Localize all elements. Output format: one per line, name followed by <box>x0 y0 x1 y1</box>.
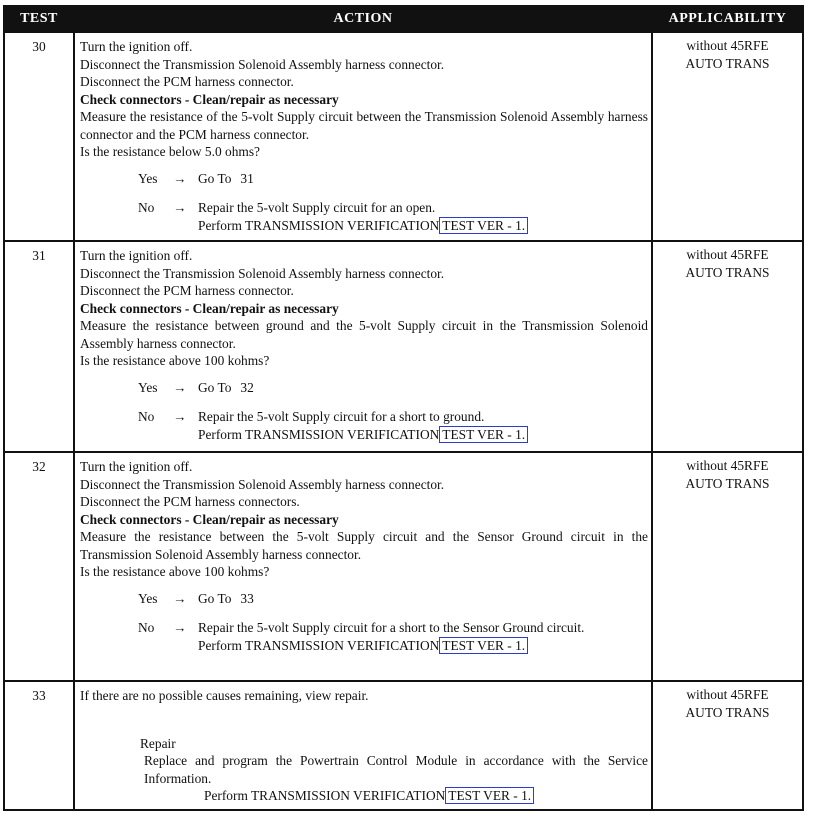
yes-label: Yes <box>138 170 158 186</box>
check-connectors-text: Check connectors - Clean/repair as necessary <box>80 300 339 316</box>
applicability-line: AUTO TRANS <box>685 704 770 720</box>
repair-instruction: Replace and program the Powertrain Control Module in accordance with the Service Information. <box>144 753 648 786</box>
diagnostic-test-table-container <box>3 5 802 811</box>
measure-instruction: Measure the resistance between the 5-volt Supply circuit and the Sensor Ground circuit in the Transmission Solenoid Assembly harness connector. <box>80 529 648 562</box>
test-number: 33 <box>4 681 74 810</box>
diagnostic-test-table <box>3 5 804 811</box>
yes-result <box>80 170 648 188</box>
question-text: Is the resistance above 100 kohms? <box>80 353 270 368</box>
action-cell <box>74 681 652 810</box>
no-result <box>80 408 648 443</box>
step-text: Turn the ignition off. <box>80 39 193 54</box>
test-row-33 <box>4 681 803 810</box>
applicability-cell <box>652 681 803 810</box>
applicability-line: AUTO TRANS <box>685 55 770 71</box>
action-cell <box>74 241 652 452</box>
step-text: Turn the ignition off. <box>80 248 193 263</box>
test-number: 32 <box>4 452 74 681</box>
repair-action-text: Repair the 5-volt Supply circuit for a short to the Sensor Ground circuit. <box>198 620 585 635</box>
check-connectors-text: Check connectors - Clean/repair as necessary <box>80 511 339 527</box>
arrow-icon: → <box>173 409 187 424</box>
step-text: Disconnect the PCM harness connector. <box>80 74 294 89</box>
goto-label: Go To <box>198 379 232 395</box>
goto-test-link[interactable]: 32 <box>240 379 254 395</box>
applicability-cell <box>652 32 803 241</box>
yes-label: Yes <box>138 590 158 606</box>
repair-action-text: Repair the 5-volt Supply circuit for a short to ground. <box>198 409 485 424</box>
test-ver-link[interactable]: TEST VER - 1. <box>445 787 534 804</box>
test-ver-link[interactable]: TEST VER - 1. <box>439 426 528 443</box>
verification-text: Perform TRANSMISSION VERIFICATION <box>204 788 446 803</box>
question-text: Is the resistance below 5.0 ohms? <box>80 144 260 159</box>
step-text: Disconnect the PCM harness connectors. <box>80 494 300 509</box>
applicability-line: without 45RFE <box>686 687 769 702</box>
test-row-31 <box>4 241 803 452</box>
yes-result <box>80 379 648 397</box>
measure-instruction: Measure the resistance between ground and the 5-volt Supply circuit in the Transmission Solenoid Assembly harness connector. <box>80 318 648 351</box>
arrow-icon: → <box>173 170 187 186</box>
no-label: No <box>138 409 155 424</box>
goto-label: Go To <box>198 170 232 186</box>
arrow-icon: → <box>173 200 187 215</box>
repair-action-text: Repair the 5-volt Supply circuit for an open. <box>198 200 436 215</box>
step-text: Disconnect the Transmission Solenoid Assembly harness connector. <box>80 476 445 492</box>
yes-result <box>80 590 648 608</box>
applicability-line: AUTO TRANS <box>685 475 770 491</box>
header-action: ACTION <box>74 6 652 32</box>
applicability-line: AUTO TRANS <box>685 264 770 280</box>
arrow-icon: → <box>173 620 187 635</box>
goto-label: Go To <box>198 590 232 606</box>
verification-text: Perform TRANSMISSION VERIFICATION <box>198 426 440 442</box>
arrow-icon: → <box>173 379 187 395</box>
step-text: Disconnect the PCM harness connector. <box>80 283 294 298</box>
yes-label: Yes <box>138 379 158 395</box>
applicability-line: without 45RFE <box>686 458 769 473</box>
test-row-30 <box>4 32 803 241</box>
applicability-line: without 45RFE <box>686 247 769 262</box>
measure-instruction: Measure the resistance of the 5-volt Supply circuit between the Transmission Solenoid Assembly harness connector and the PCM harness connector. <box>80 109 648 142</box>
arrow-icon: → <box>173 590 187 606</box>
applicability-cell <box>652 241 803 452</box>
action-cell <box>74 452 652 681</box>
goto-test-link[interactable]: 31 <box>240 170 254 186</box>
table-header-row <box>4 6 803 32</box>
test-number: 30 <box>4 32 74 241</box>
applicability-line: without 45RFE <box>686 38 769 53</box>
step-text: Disconnect the Transmission Solenoid Assembly harness connector. <box>80 265 445 281</box>
verification-text: Perform TRANSMISSION VERIFICATION <box>198 217 440 233</box>
action-cell <box>74 32 652 241</box>
applicability-cell <box>652 452 803 681</box>
header-applicability: APPLICABILITY <box>652 6 803 32</box>
no-label: No <box>138 620 155 635</box>
test-ver-link[interactable]: TEST VER - 1. <box>439 217 528 234</box>
verification-text: Perform TRANSMISSION VERIFICATION <box>198 637 440 653</box>
no-result <box>80 619 648 654</box>
no-result <box>80 199 648 234</box>
test-row-32 <box>4 452 803 681</box>
no-label: No <box>138 200 155 215</box>
check-connectors-text: Check connectors - Clean/repair as necessary <box>80 91 339 107</box>
test-number: 31 <box>4 241 74 452</box>
header-test: TEST <box>4 6 74 32</box>
goto-test-link[interactable]: 33 <box>240 590 254 606</box>
repair-label: Repair <box>140 735 176 751</box>
test-ver-link[interactable]: TEST VER - 1. <box>439 637 528 654</box>
intro-text: If there are no possible causes remaining, view repair. <box>80 688 369 703</box>
step-text: Disconnect the Transmission Solenoid Assembly harness connector. <box>80 56 445 72</box>
question-text: Is the resistance above 100 kohms? <box>80 564 270 579</box>
step-text: Turn the ignition off. <box>80 459 193 474</box>
